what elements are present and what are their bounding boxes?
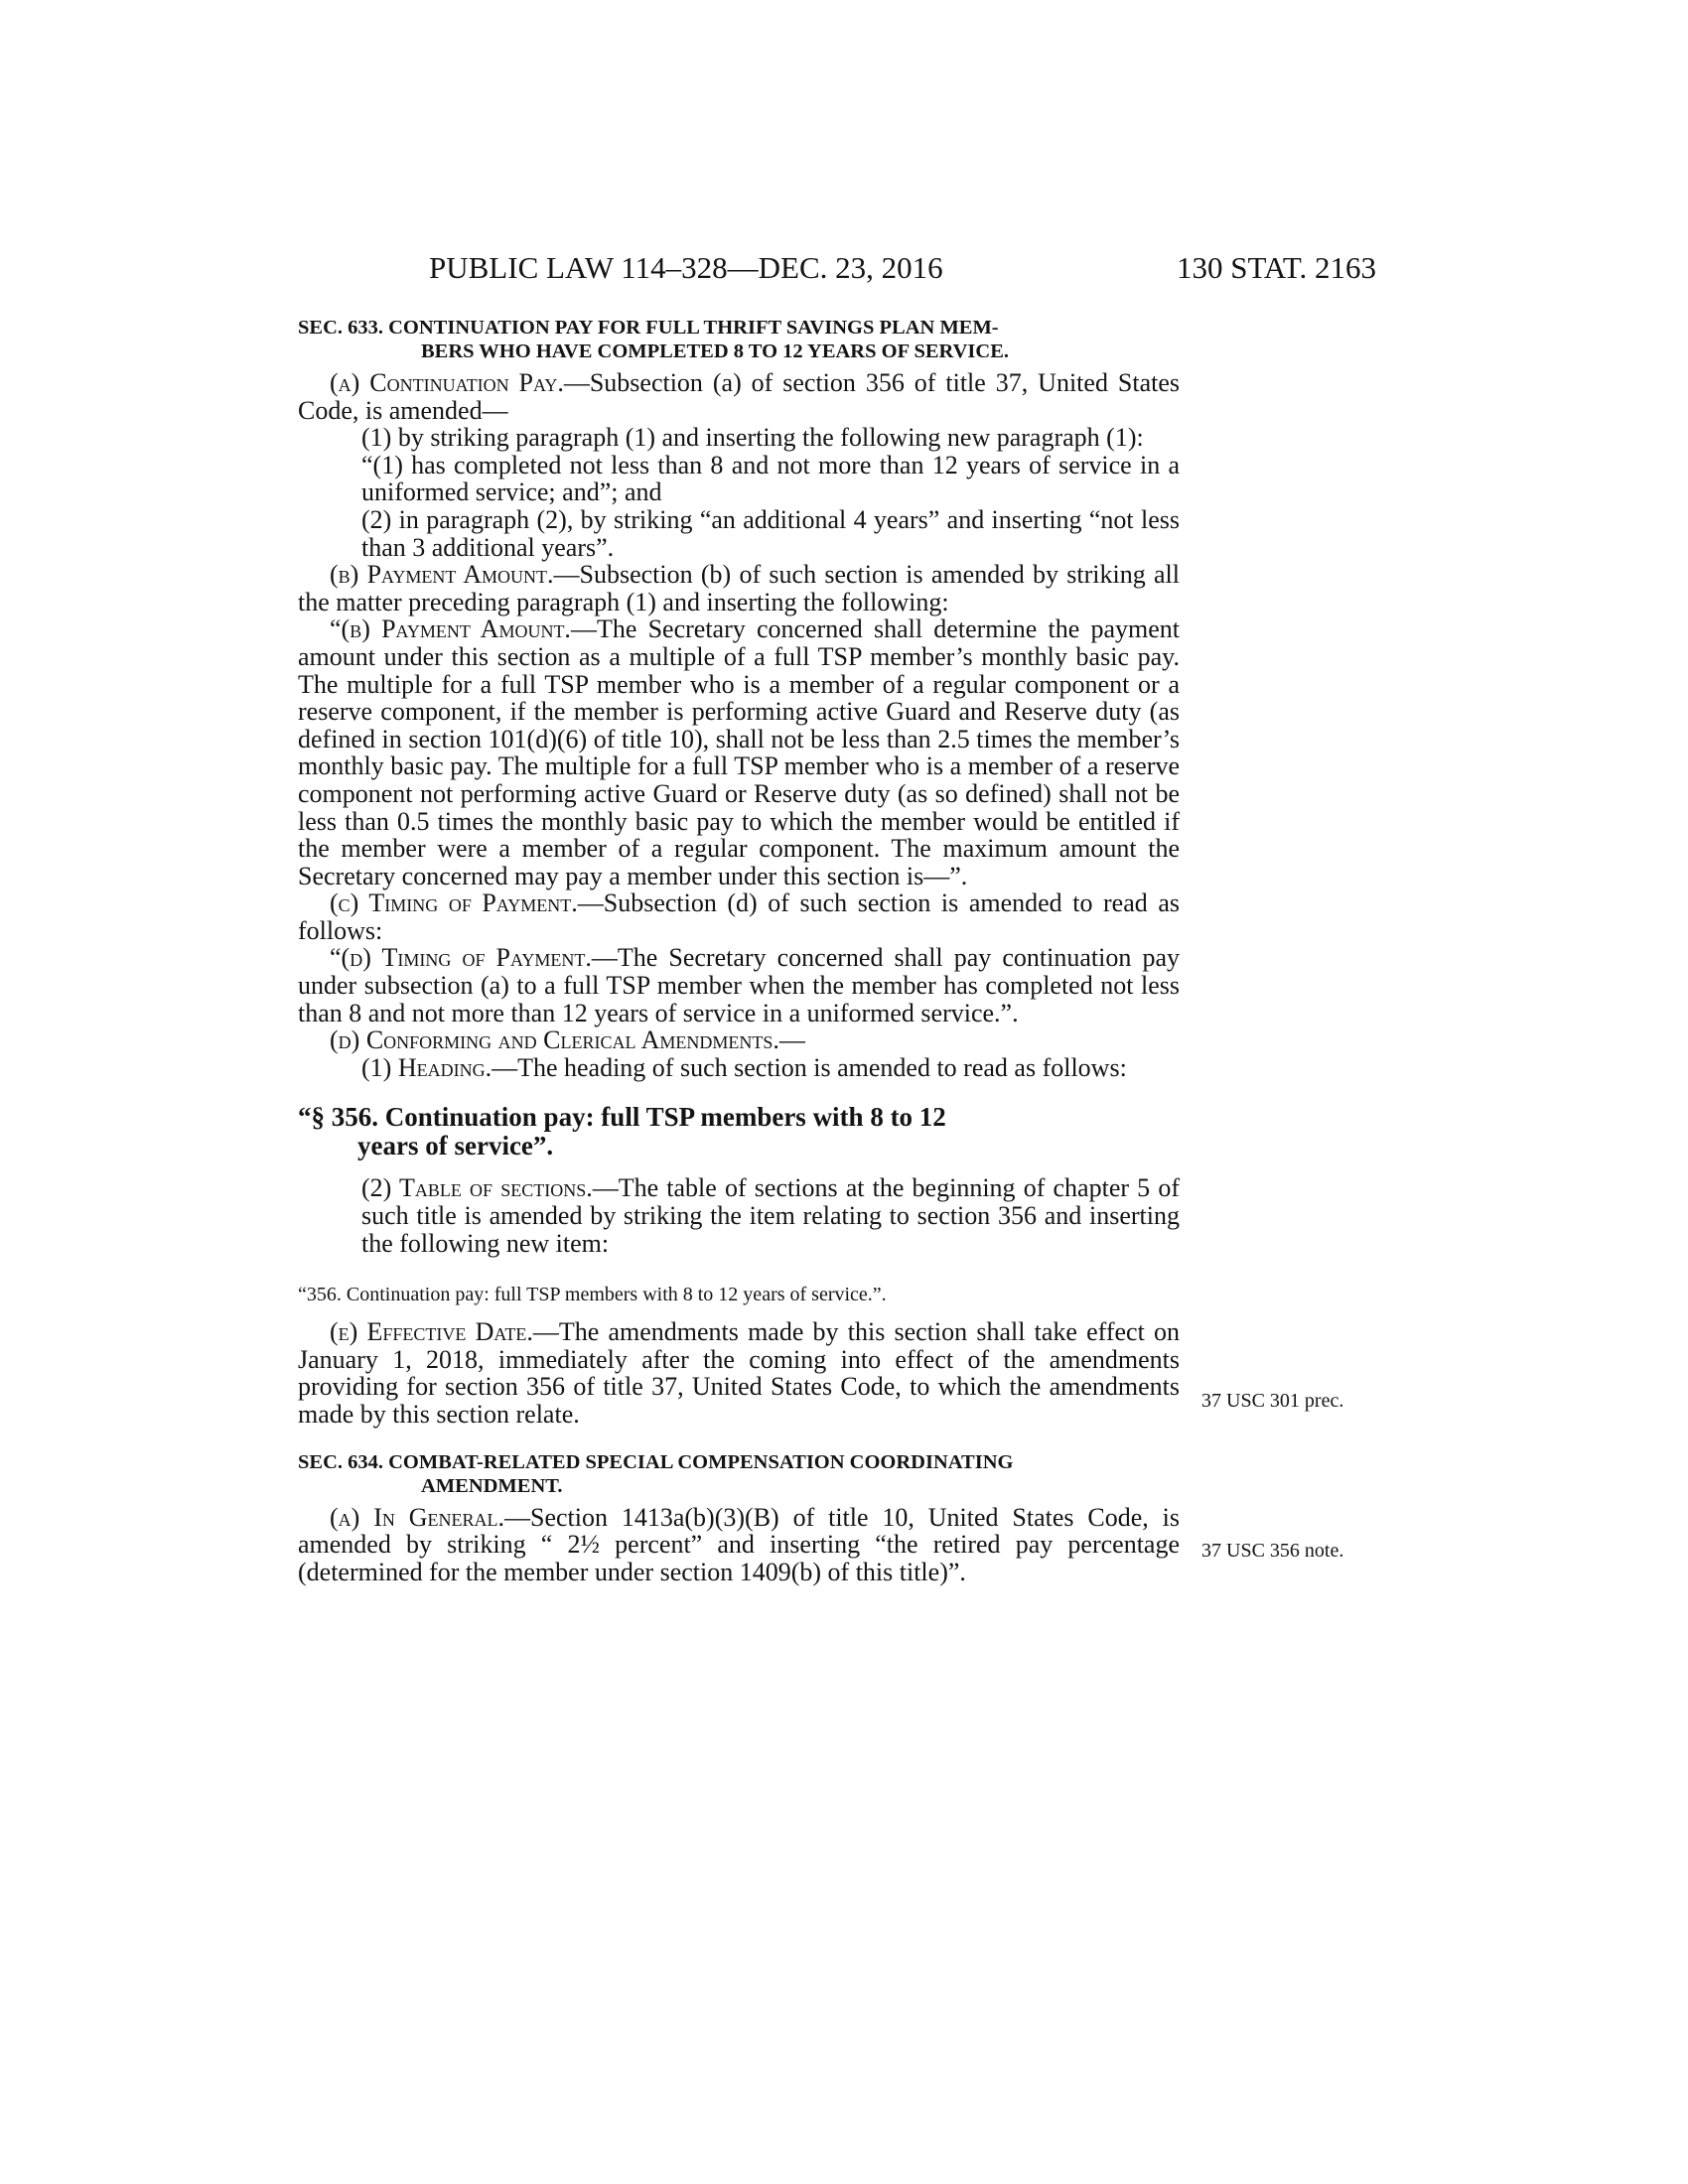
paragraph-a2: (2) in paragraph (2), by striking “an additional 4 years” and inserting “not less than 3 additional years”. bbox=[361, 504, 1180, 562]
subsection-b: (b) Payment Amount.—Subsection (b) of such section is amended by striking all the matter preceding paragraph (1) and inserting the following: bbox=[298, 560, 1180, 616]
subsection-a: (a) Continuation Pay.—Subsection (a) of section 356 of title 37, United States Code, is amended— bbox=[298, 368, 1180, 425]
section-633-heading bbox=[298, 316, 1180, 363]
section-634-heading-line2: AMENDMENT. bbox=[421, 1474, 563, 1497]
section-356-heading-line2: years of service”. bbox=[357, 1131, 554, 1161]
running-header bbox=[429, 250, 1376, 294]
paragraph-d2: (2) Table of sections.—The table of sections at the beginning of chapter 5 of such title is amended by striking the item relating to section 356 and inserting the following new item: bbox=[361, 1173, 1180, 1258]
margin-note-37-usc-356: 37 USC 356 note. bbox=[1201, 1540, 1344, 1562]
paragraph-d1: (1) Heading.—The heading of such section is amended to read as follows: bbox=[361, 1052, 1127, 1082]
margin-note-37-usc-301: 37 USC 301 prec. bbox=[1201, 1390, 1344, 1412]
section-634-heading-line1: SEC. 634. COMBAT-RELATED SPECIAL COMPENSATION COORDINATING bbox=[298, 1450, 1014, 1473]
table-of-sections-item: “356. Continuation pay: full TSP members with 8 to 12 years of service.”. bbox=[298, 1284, 887, 1306]
quote-subsection-d: “(d) Timing of Payment.—The Secretary concerned shall pay continuation pay under subsection (a) to a full TSP member when the member has completed not less than 8 and not more than 12 years of service in a uniformed service.”. bbox=[298, 943, 1180, 1027]
section-356-heading bbox=[298, 1103, 1180, 1160]
section-633-heading-line1: SEC. 633. CONTINUATION PAY FOR FULL THRIFT SAVINGS PLAN MEM- bbox=[298, 317, 999, 339]
quote-subsection-b: “(b) Payment Amount.—The Secretary concerned shall determine the payment amount under this section as a multiple of a full TSP member’s monthly basic pay. The multiple for a full TSP member who is a member of a regular component or a reserve component, if the member is performing active Guard and Reserve duty (as defined in section 101(d)(6) of title 10), shall not be less than 2.5 times the member’s monthly basic pay. The multiple for a full TSP member who is a member of a reserve component not performing active Guard or Reserve duty (as so defined) shall not be less than 0.5 times the monthly basic pay to which the member would be entitled if the member were a member of a regular component. The maximum amount the Secretary concerned may pay a member under this section is—”. bbox=[298, 614, 1180, 890]
header-stat-page: 130 STAT. 2163 bbox=[1176, 250, 1376, 285]
section-634-heading bbox=[298, 1450, 1180, 1498]
quote-a1: “(1) has completed not less than 8 and not more than 12 years of service in a uniformed service; and”; and bbox=[361, 450, 1180, 507]
section-633 bbox=[298, 316, 1180, 1585]
subsection-c: (c) Timing of Payment.—Subsection (d) of such section is amended to read as follows: bbox=[298, 888, 1180, 945]
subsection-e: (e) Effective Date.—The amendments made by this section shall take effect on January 1, 2018, immediately after the coming into effect of the amendments providing for section 356 of title 37, United States Code, to which the amendments made by this section relate. bbox=[298, 1317, 1180, 1429]
subsection-d: (d) Conforming and Clerical Amendments.— bbox=[330, 1025, 805, 1055]
section-634-subsection-a: (a) In General.—Section 1413a(b)(3)(B) of title 10, United States Code, is amended by striking “ 2½ percent” and inserting “the retired pay percentage (determined for the member under section 1409(b) of this title)”. bbox=[298, 1502, 1180, 1586]
paragraph-a1: (1) by striking paragraph (1) and inserting the following new paragraph (1): bbox=[361, 423, 1144, 453]
section-356-heading-line1: “§ 356. Continuation pay: full TSP members with 8 to 12 bbox=[298, 1102, 946, 1133]
header-public-law: PUBLIC LAW 114–328—DEC. 23, 2016 bbox=[429, 250, 943, 285]
section-633-heading-line2: BERS WHO HAVE COMPLETED 8 TO 12 YEARS OF SERVICE. bbox=[421, 341, 1010, 362]
